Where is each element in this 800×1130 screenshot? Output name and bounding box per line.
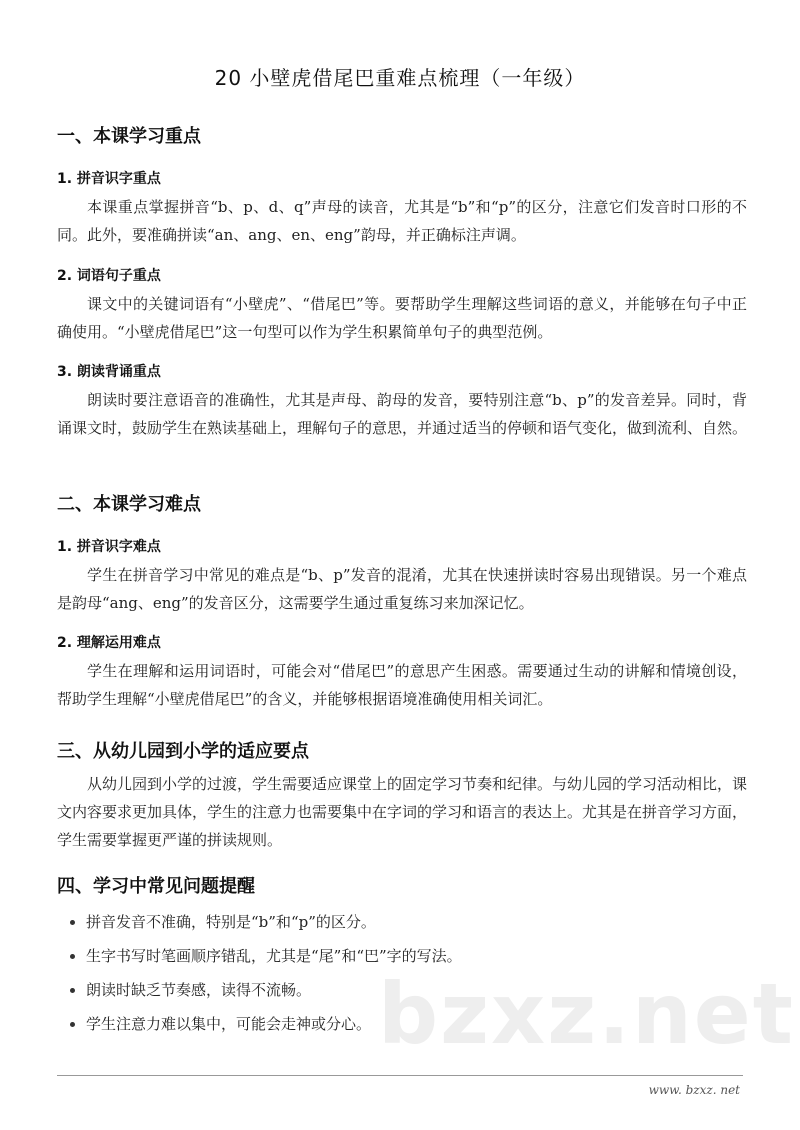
document-title: 20 小壁虎借尾巴重难点梳理（一年级） xyxy=(214,66,586,90)
section-heading-adaptation: 三、从幼儿园到小学的适应要点 xyxy=(57,741,309,762)
subsection-heading-usage-difficulty: 2. 理解运用难点 xyxy=(57,635,161,651)
subsection-heading-pinyin-difficulty: 1. 拼音识字难点 xyxy=(57,539,161,555)
subsection-heading-pinyin-key: 1. 拼音识字重点 xyxy=(57,171,161,187)
list-item: 拼音发音不准确，特别是“b”和“p”的区分。 xyxy=(70,905,462,939)
paragraph-usage-difficulty: 学生在理解和运用词语时，可能会对“借尾巴”的意思产生困惑。需要通过生动的讲解和情境创设，帮助学生理解“小壁虎借尾巴”的含义，并能够根据语境准确使用相关词汇。 xyxy=(57,662,747,708)
paragraph-pinyin-key: 本课重点掌握拼音“b、p、d、q”声母的读音，尤其是“b”和“p”的区分，注意它们发音时口形的不同。此外，要准确拼读“an、ang、en、eng”韵母，并正确标注声调。 xyxy=(57,198,747,244)
footer-divider xyxy=(57,1075,743,1076)
bullet-icon xyxy=(70,954,75,959)
subsection-heading-words-key: 2. 词语句子重点 xyxy=(57,268,161,284)
bullet-icon xyxy=(70,920,75,925)
bullet-icon xyxy=(70,988,75,993)
watermark: bzxz.net xyxy=(378,965,795,1063)
section-heading-common-problems: 四、学习中常见问题提醒 xyxy=(57,876,255,897)
section-heading-key-points: 一、本课学习重点 xyxy=(57,126,201,147)
list-item: 生字书写时笔画顺序错乱，尤其是“尾”和“巴”字的写法。 xyxy=(70,939,462,973)
paragraph-adaptation: 从幼儿园到小学的过渡，学生需要适应课堂上的固定学习节奏和纪律。与幼儿园的学习活动相比，课文内容要求更加具体，学生的注意力也需要集中在字词的学习和语言的表达上。尤其是在拼音学习方面，学生需要掌握更严谨的拼读规则。 xyxy=(57,775,748,849)
paragraph-pinyin-difficulty: 学生在拼音学习中常见的难点是“b、p”发音的混淆，尤其在快速拼读时容易出现错误。另一个难点是韵母“ang、eng”的发音区分，这需要学生通过重复练习来加深记忆。 xyxy=(57,566,747,612)
problem-list xyxy=(70,905,462,1041)
paragraph-words-key: 课文中的关键词语有“小壁虎”、“借尾巴”等。要帮助学生理解这些词语的意义，并能够在句子中正确使用。“小壁虎借尾巴”这一句型可以作为学生积累简单句子的典型范例。 xyxy=(57,295,747,341)
paragraph-reading-key: 朗读时要注意语音的准确性，尤其是声母、韵母的发音，要特别注意“b、p”的发音差异。同时，背诵课文时，鼓励学生在熟读基础上，理解句子的意思，并通过适当的停顿和语气变化，做到流利、自然。 xyxy=(57,391,748,437)
list-item: 朗读时缺乏节奏感，读得不流畅。 xyxy=(70,973,462,1007)
bullet-icon xyxy=(70,1022,75,1027)
subsection-heading-reading-key: 3. 朗读背诵重点 xyxy=(57,364,161,380)
section-heading-difficulties: 二、本课学习难点 xyxy=(57,494,201,515)
list-item: 学生注意力难以集中，可能会走神或分心。 xyxy=(70,1007,462,1041)
footer-url: www. bzxz. net xyxy=(648,1083,740,1097)
